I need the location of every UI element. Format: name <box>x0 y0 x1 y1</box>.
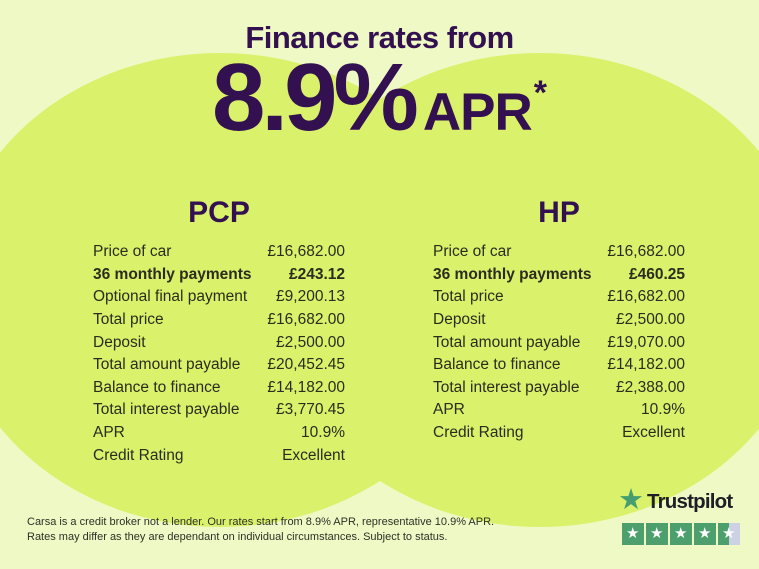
table-row <box>433 286 685 309</box>
row-label: Deposit <box>93 333 146 351</box>
rate-suffix: APR <box>422 83 532 142</box>
hp-table-title: HP <box>538 196 580 229</box>
row-value: £14,182.00 <box>607 356 685 374</box>
row-value: £16,682.00 <box>607 243 685 261</box>
table-row <box>433 331 685 354</box>
table-row <box>433 422 685 445</box>
row-label: 36 monthly payments <box>433 265 592 283</box>
hp-table-rows <box>433 241 685 444</box>
row-value: £2,500.00 <box>616 311 685 329</box>
row-value: £20,452.45 <box>267 356 345 374</box>
table-row <box>93 422 345 445</box>
rate-value: 8.9% <box>212 44 415 151</box>
star-icon: ★ <box>722 525 736 543</box>
row-label: Price of car <box>433 243 512 261</box>
page-title: Finance rates from <box>245 20 514 55</box>
table-row <box>93 286 345 309</box>
trustpilot-star-rating <box>622 523 748 545</box>
row-value: £2,388.00 <box>616 378 685 396</box>
trustpilot-wordmark: Trustpilot <box>647 489 733 513</box>
disclaimer-line-1: Carsa is a credit broker not a lender. Our rates start from 8.9% APR, representative 10.9% APR. <box>27 516 495 528</box>
star-icon: ★ <box>626 525 640 543</box>
table-row <box>93 331 345 354</box>
row-value: £19,070.00 <box>607 333 685 351</box>
trustpilot-star-icon: ★ <box>618 484 644 516</box>
row-label: Price of car <box>93 243 172 261</box>
row-value: 10.9% <box>641 401 685 419</box>
row-label: Total price <box>433 288 504 306</box>
row-label: Credit Rating <box>433 424 524 442</box>
headline-rate <box>0 44 759 151</box>
row-value: £3,770.45 <box>276 401 345 419</box>
row-label: Total amount payable <box>93 356 241 374</box>
row-value: Excellent <box>282 446 345 464</box>
row-value: £16,682.00 <box>607 288 685 306</box>
row-label: Credit Rating <box>93 446 184 464</box>
rating-star-box <box>670 523 692 545</box>
table-row <box>93 444 345 467</box>
table-row <box>433 241 685 264</box>
row-value: £16,682.00 <box>267 243 345 261</box>
star-icon: ★ <box>698 525 712 543</box>
table-row <box>433 399 685 422</box>
pcp-finance-table <box>93 196 345 467</box>
row-value: 10.9% <box>301 424 345 442</box>
row-value: Excellent <box>622 424 685 442</box>
rating-star-box <box>646 523 668 545</box>
table-row <box>433 377 685 400</box>
rating-star-box <box>718 523 740 545</box>
row-label: APR <box>93 424 125 442</box>
row-label: APR <box>433 401 465 419</box>
pcp-table-rows <box>93 241 345 467</box>
row-value: £14,182.00 <box>267 378 345 396</box>
pcp-table-title: PCP <box>188 196 250 229</box>
row-label: Total amount payable <box>433 333 581 351</box>
star-icon: ★ <box>674 525 688 543</box>
row-value: £2,500.00 <box>276 333 345 351</box>
row-label: 36 monthly payments <box>93 265 252 283</box>
table-row <box>433 309 685 332</box>
row-label: Balance to finance <box>433 356 561 374</box>
table-row <box>433 354 685 377</box>
table-row <box>93 241 345 264</box>
rating-star-box <box>694 523 716 545</box>
star-icon: ★ <box>650 525 664 543</box>
table-row <box>433 264 685 287</box>
table-row <box>93 309 345 332</box>
row-label: Optional final payment <box>93 288 248 306</box>
table-row <box>93 399 345 422</box>
row-value: £9,200.13 <box>276 288 345 306</box>
row-label: Total price <box>93 311 164 329</box>
row-value: £16,682.00 <box>267 311 345 329</box>
row-label: Total interest payable <box>93 401 240 419</box>
row-value: £243.12 <box>288 265 345 283</box>
rate-asterisk: * <box>533 74 547 112</box>
rating-star-box <box>622 523 644 545</box>
row-label: Balance to finance <box>93 378 221 396</box>
table-row <box>93 354 345 377</box>
hp-finance-table <box>433 196 685 444</box>
disclaimer-line-2: Rates may differ as they are dependant on individual circumstances. Subject to status. <box>27 530 448 543</box>
legal-disclaimer <box>27 515 494 544</box>
trustpilot-logo <box>618 484 748 516</box>
table-row <box>93 377 345 400</box>
trustpilot-badge <box>618 484 748 545</box>
table-row <box>93 264 345 287</box>
row-label: Deposit <box>433 311 486 329</box>
row-label: Total interest payable <box>433 378 580 396</box>
row-value: £460.25 <box>628 265 685 283</box>
